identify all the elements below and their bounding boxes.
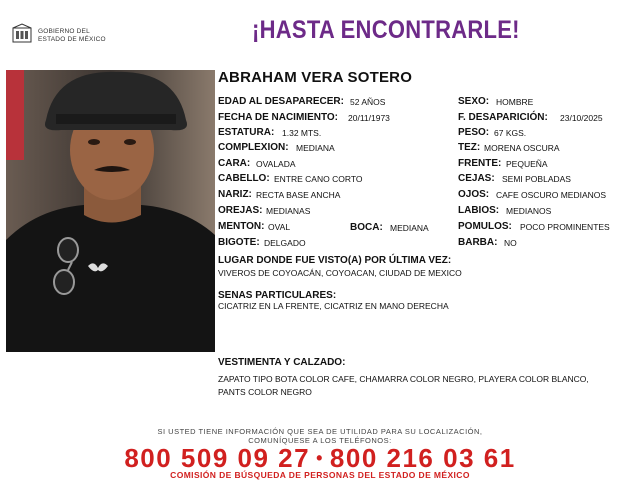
government-logo [10,22,120,48]
ojos-label: OJOS: [458,189,490,200]
phone-1[interactable]: 800 509 09 27 [124,443,311,473]
nacimiento-value: 20/11/1973 [348,113,390,123]
logo-line-1: GOBIERNO DEL [38,28,90,35]
senas-label: SENAS PARTICULARES: [218,290,337,301]
sexo-value: HOMBRE [496,97,534,107]
commission-name: COMISIÓN DE BÚSQUEDA DE PERSONAS DEL ESTADO DE MÉXICO [170,470,470,480]
peso-label: PESO: [458,127,490,138]
peso-value: 67 KGS. [494,128,527,138]
frente-label: FRENTE: [458,158,502,169]
phone-2[interactable]: 800 216 03 61 [329,443,516,473]
barba-label: BARBA: [458,237,498,248]
labios-value: MEDIANOS [506,206,552,216]
person-name: ABRAHAM VERA SOTERO [218,69,413,86]
vestimenta-label: VESTIMENTA Y CALZADO: [218,357,346,368]
bigote-label: BIGOTE: [218,237,260,248]
cabello-value: ENTRE CANO CORTO [274,174,363,184]
info-line-1: SI USTED TIENE INFORMACIÓN QUE SEA DE UTILIDAD PARA SU LOCALIZACIÓN, [157,427,483,436]
nariz-label: NARIZ: [218,189,252,200]
barba-value: NO [504,238,517,248]
phone-separator: • [316,448,324,468]
orejas-value: MEDIANAS [266,206,311,216]
boca-value: MEDIANA [390,223,429,233]
nacimiento-label: FECHA DE NACIMIENTO: [218,112,338,123]
state-seal-icon [10,22,34,46]
pomulos-value: POCO PROMINENTES [520,222,610,232]
complexion-value: MEDIANA [296,143,335,153]
lugar-value: VIVEROS DE COYOACÁN, COYOACAN, CIUDAD DE MEXICO [218,268,462,278]
nariz-value: RECTA BASE ANCHA [256,190,341,200]
cara-value: OVALADA [256,159,296,169]
pomulos-label: POMULOS: [458,221,512,232]
ojos-value: CAFE OSCURO MEDIANOS [496,190,607,200]
logo-line-2: ESTADO DE MÉXICO [38,36,106,43]
sexo-label: SEXO: [458,96,490,107]
missing-person-photo [6,70,215,352]
complexion-label: COMPLEXION: [218,142,289,153]
lugar-label: LUGAR DONDE FUE VISTO(A) POR ÚLTIMA VEZ: [218,255,452,266]
edad-label: EDAD AL DESAPARECER: [218,96,344,107]
senas-value: CICATRIZ EN LA FRENTE, CICATRIZ EN MANO DERECHA [218,301,449,311]
cabello-label: CABELLO: [218,173,270,184]
orejas-label: OREJAS: [218,205,263,216]
desaparicion-label: F. DESAPARICIÓN: [458,112,548,123]
estatura-value: 1.32 MTS. [282,128,322,138]
cara-label: CARA: [218,158,251,169]
frente-value: PEQUEÑA [506,159,548,169]
desaparicion-value: 23/10/2025 [560,113,603,123]
labios-label: LABIOS: [458,205,500,216]
menton-label: MENTON: [218,221,265,232]
boca-label: BOCA: [350,222,383,233]
cejas-value: SEMI POBLADAS [502,174,571,184]
edad-value: 52 AÑOS [350,97,386,107]
tez-label: TEZ: [458,142,481,153]
info-line-2: COMUNÍQUESE A LOS TELÉFONOS: [248,436,392,445]
tez-value: MORENA OSCURA [484,143,560,153]
menton-value: OVAL [268,222,291,232]
vestimenta-value: ZAPATO TIPO BOTA COLOR CAFE, CHAMARRA COLOR NEGRO, PLAYERA COLOR BLANCO, PANTS COLOR NEGRO [218,374,589,397]
headline: ¡HASTA ENCONTRARLE! [252,16,520,44]
cejas-label: CEJAS: [458,173,495,184]
bigote-value: DELGADO [264,238,306,248]
estatura-label: ESTATURA: [218,127,275,138]
